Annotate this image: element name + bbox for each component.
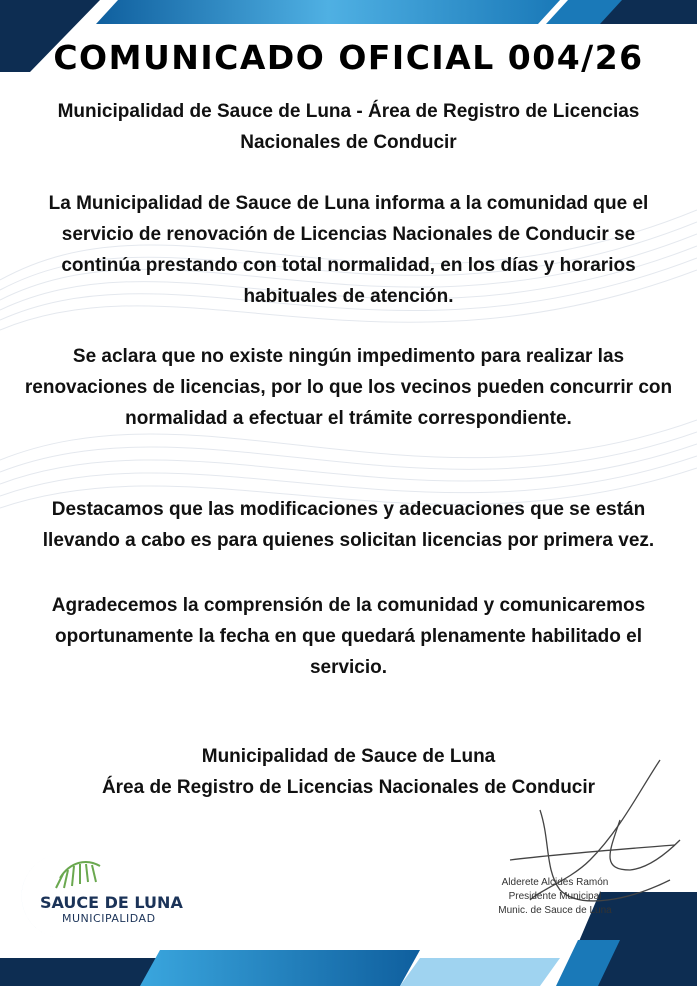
document-title: COMUNICADO OFICIAL 004/26 (53, 38, 644, 77)
signature-stamp (470, 876, 640, 918)
paragraph-3: Destacamos que las modificaciones y adecuaciones que se están llevando a cabo es para quienes solicitan licencias por primera vez. (42, 499, 655, 551)
logo-subtitle: MUNICIPALIDAD (62, 912, 156, 925)
logo-name: SAUCE DE LUNA (40, 893, 183, 912)
willow-tree-icon (56, 862, 100, 888)
closing-line-1: Municipalidad de Sauce de Luna (201, 746, 496, 767)
closing-line-2: Área de Registro de Licencias Nacionales de Conducir (101, 777, 596, 798)
paragraph-4: Agradecemos la comprensión de la comunidad y comunicaremos oportunamente la fecha en que quedará plenamente habilitado el servicio. (51, 595, 646, 678)
signatory-name: Alderete Alcides Ramón (501, 877, 609, 888)
paragraph-1: La Municipalidad de Sauce de Luna informa a la comunidad que el servicio de renovación de Licencias Nacionales de Conducir se continúa prestando con total normalidad, en los días y horarios habituales de atención. (48, 193, 649, 307)
signatory-institution: Munic. de Sauce de Luna (498, 905, 612, 916)
paragraph-2: Se aclara que no existe ningún impedimento para realizar las renovaciones de licencias, por lo que los vecinos pueden concurrir con normalidad a efectuar el trámite correspondiente. (24, 346, 673, 429)
signatory-title: Presidente Municipal (508, 891, 602, 902)
document-subtitle: Municipalidad de Sauce de Luna - Área de Registro de Licencias Nacionales de Conducir (57, 101, 640, 153)
